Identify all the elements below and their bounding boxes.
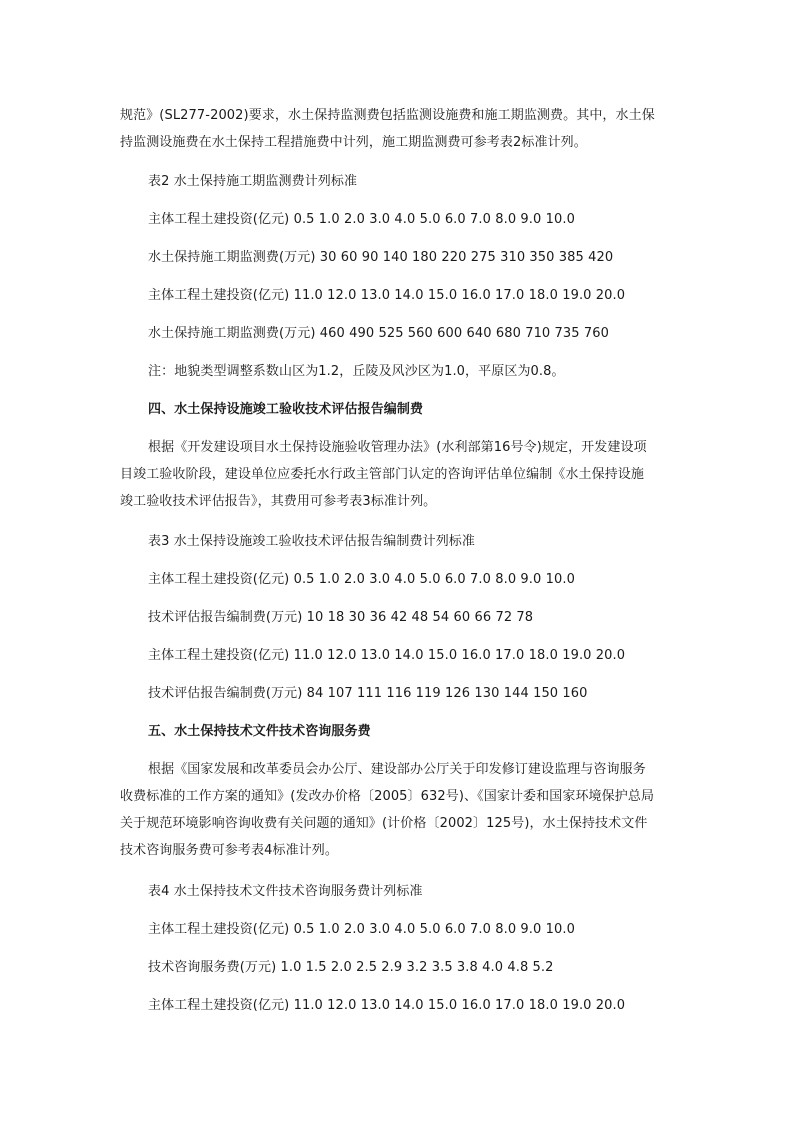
section4-heading: 四、水土保持设施竣工验收技术评估报告编制费 [148, 402, 424, 417]
table3-row-2: 技术评估报告编制费(万元) 10 18 30 36 42 48 54 60 66 72 78 [148, 610, 534, 625]
table3-row-1: 主体工程土建投资(亿元) 0.5 1.0 2.0 3.0 4.0 5.0 6.0 7.0 8.0 9.0 10.0 [148, 572, 575, 587]
table4-row-2: 技术咨询服务费(万元) 1.0 1.5 2.0 2.5 2.9 3.2 3.5 3.8 4.0 4.8 5.2 [148, 960, 554, 975]
section5-heading: 五、水土保持技术文件技术咨询服务费 [148, 724, 371, 739]
section5-para-line-1: 根据《国家发展和改革委员会办公厅、建设部办公厅关于印发修订建设监理与咨询服务 [148, 762, 646, 777]
section4-para-line-1: 根据《开发建设项目水土保持设施验收管理办法》(水利部第16号令)规定，开发建设项 [148, 440, 647, 455]
section4-para-line-2: 目竣工验收阶段，建设单位应委托水行政主管部门认定的咨询评估单位编制《水土保持设施 [120, 467, 645, 482]
section4-para-line-3: 竣工验收技术评估报告》，其费用可参考表3标准计列。 [120, 494, 437, 509]
table2-row-1: 主体工程土建投资(亿元) 0.5 1.0 2.0 3.0 4.0 5.0 6.0 7.0 8.0 9.0 10.0 [148, 212, 575, 227]
table4-row-3: 主体工程土建投资(亿元) 11.0 12.0 13.0 14.0 15.0 16.0 17.0 18.0 19.0 20.0 [148, 998, 626, 1013]
table3-row-4: 技术评估报告编制费(万元) 84 107 111 116 119 126 130 144 150 160 [148, 686, 588, 701]
table4-caption: 表4 水土保持技术文件技术咨询服务费计列标准 [148, 884, 423, 899]
section5-para-line-4: 技术咨询服务费可参考表4标准计列。 [120, 843, 338, 858]
intro-line-2: 持监测设施费在水土保持工程措施费中计列，施工期监测费可参考表2标准计列。 [120, 135, 587, 150]
table3-caption: 表3 水土保持设施竣工验收技术评估报告编制费计列标准 [148, 534, 476, 549]
table3-row-3: 主体工程土建投资(亿元) 11.0 12.0 13.0 14.0 15.0 16.0 17.0 18.0 19.0 20.0 [148, 648, 626, 663]
table2-note: 注：地貌类型调整系数山区为1.2，丘陵及风沙区为1.0，平原区为0.8。 [148, 364, 565, 379]
table2-row-2: 水土保持施工期监测费(万元) 30 60 90 140 180 220 275 310 350 385 420 [148, 250, 614, 265]
table4-row-1: 主体工程土建投资(亿元) 0.5 1.0 2.0 3.0 4.0 5.0 6.0 7.0 8.0 9.0 10.0 [148, 922, 575, 937]
table2-row-4: 水土保持施工期监测费(万元) 460 490 525 560 600 640 680 710 735 760 [148, 326, 609, 341]
table2-caption: 表2 水土保持施工期监测费计列标准 [148, 174, 358, 189]
section5-para-line-2: 收费标准的工作方案的通知》(发改办价格〔2005〕632号)、《国家计委和国家环境保护总局 [120, 789, 655, 804]
table2-row-3: 主体工程土建投资(亿元) 11.0 12.0 13.0 14.0 15.0 16.0 17.0 18.0 19.0 20.0 [148, 288, 626, 303]
section5-para-line-3: 关于规范环境影响咨询收费有关问题的通知》(计价格〔2002〕125号)，水土保持技术文件 [120, 816, 648, 831]
intro-line-1: 规范》(SL277-2002)要求，水土保持监测费包括监测设施费和施工期监测费。其中，水土保 [120, 108, 655, 123]
